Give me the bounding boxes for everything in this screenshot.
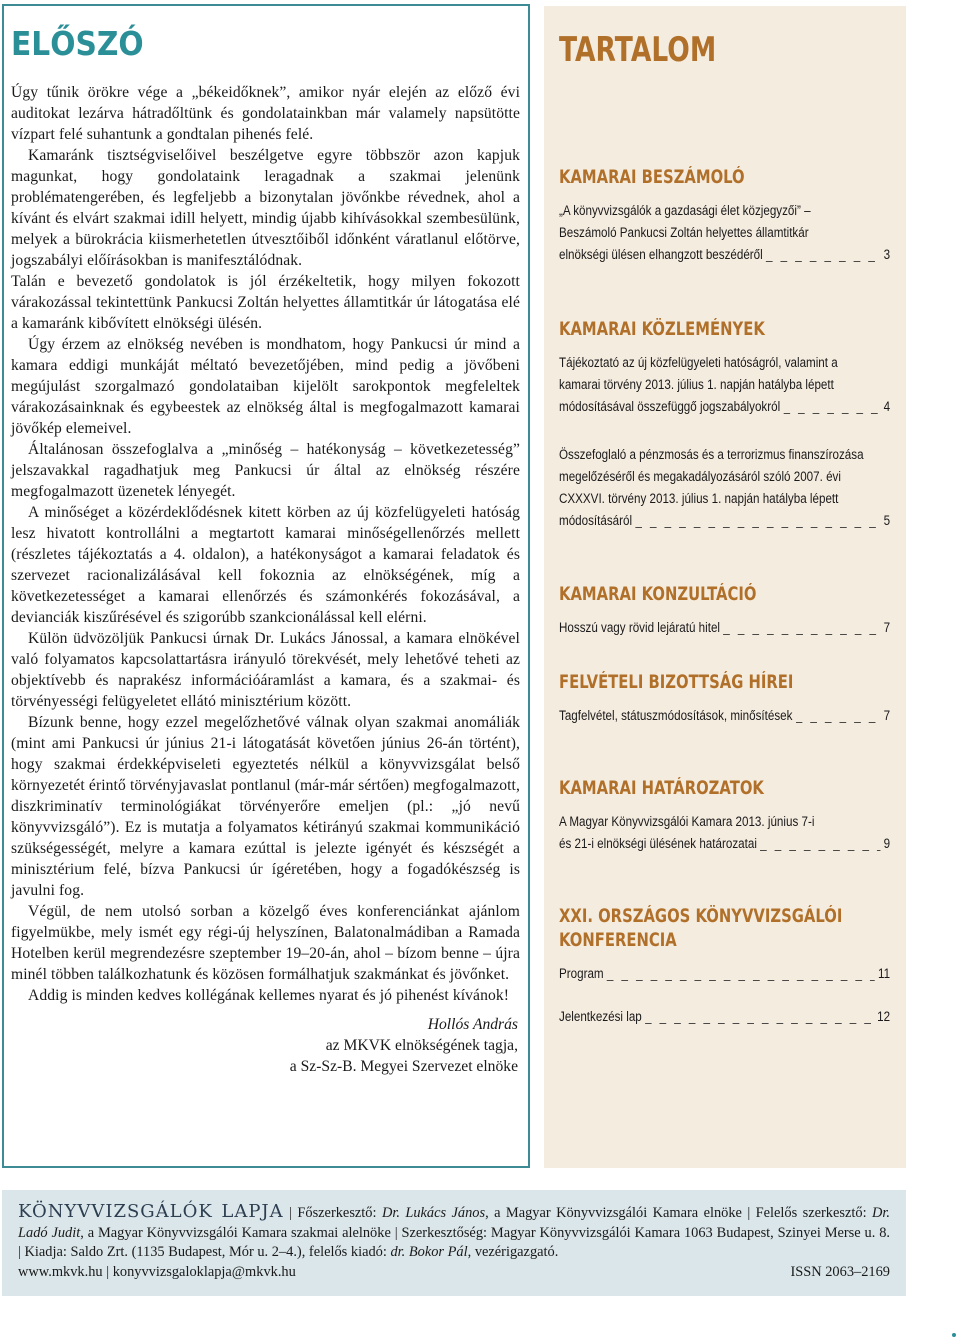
toc-entry[interactable] [559,963,890,985]
toc-page-number: 3 [883,247,891,263]
signature [11,1014,520,1077]
toc-leader [645,1006,874,1028]
preface-paragraph: Úgy érzem az elnökség nevében is mondhatom, hogy Pankucsi úr mind a kamara eddigi munkáját méltató bevezetőjében, mind pedig a jövőbeni megújulást szorgalmazó gondolataiban kijelölt sarokpontok megfeleltek várakozásainknak és egybeestek az elnökség által is megfogalmazott kamarai jövőkép elemeivel. [11,336,520,437]
preface-paragraph: Kamaránk tisztségviselőivel beszélgetve egyre többször azon kapjuk magunkat, hogy gondolataink leragadnak a szakmai jelenünk problématengerében, és legfeljebb a bizonytalan jövőnkbe révednek, ahol a kívánt és elvárt szakmai idill helyett, mindig újabb kihívásokkal szembesülünk, melyek a bürokrácia kiismerhetetlen útvesztőiből időnként váratlanul előtörve, jogszabályi előírásokban is manifesztálódnak. [11,147,520,269]
toc-section-title: FELVÉTELI BIZOTTSÁG HÍREI [559,672,794,693]
toc-page-number: 5 [883,513,891,529]
toc-page-number: 4 [883,399,891,415]
toc-leader [796,705,881,727]
toc-section-title: KAMARAI HATÁROZATOK [559,778,764,799]
resp-editor-name: Dr. Ladó Judit [18,1205,890,1241]
toc-section [559,583,890,639]
toc-entry-text: CXXXVI. törvény 2013. július 1. napján hatályba lépett [559,491,839,507]
corner-dot [952,1333,956,1337]
publisher-name: dr. Bokor Pál [390,1244,468,1261]
toc-entry[interactable] [559,444,890,532]
toc-entry-text: Jelentkezési lap [559,1009,642,1025]
signature-name: Hollós András [427,1016,518,1033]
toc-section-title: KAMARAI BESZÁMOLÓ [559,167,745,188]
toc-entry-text: Program [559,966,604,982]
preface-paragraph: Általánosan összefoglalva a „minőség – hatékonyság – következetesség” jelszavakkal ragadhatjuk meg Pankucsi úr által az elnökség részére megfogalmazott üzenetek lényegét. [11,441,520,500]
toc-entry-text: Tagfelvétel, státuszmódosítások, minősítések [559,708,793,724]
preface-title: ELŐSZÓ [11,24,144,63]
issn: ISSN 2063–2169 [790,1263,890,1280]
editorial-office: Szerkesztőség: Magyar Könyvvizsgálói Kamara 1063 Budapest, Szinyei Merse u. 8. [401,1224,891,1241]
toc-section [559,777,890,855]
preface-paragraph: Bízunk benne, hogy ezzel megelőzhetővé válnak olyan szakmai anomáliák (mint ami Pankucsi úr június 21-i látogatását követően június 26-án történt), hogy szakmai érdekképviseleti egyeztetés nélkül a könyvvizsgálat belső környezetét érintő törvényjavaslat pontlanul (már-már sértően) megfogalmazott, diszkriminatív terminológiákat törvényerőre emeljen (pl.: „jó nevű könyvvizsgáló”). Ez is mutatja a folyamatos kétirányú szakmai kommunikáció szükségességét, melyre a kamara ezúttal is jelezte igényét és készségét a minisztérium felé, bízva Pankucsi úr ígéretében, hogy a fogadókészség is javulni fog. [11,714,520,899]
toc-section-title: XXI. ORSZÁGOS KÖNYVVIZSGÁLÓI KONFERENCIA [559,906,843,951]
toc-entry-text: A Magyar Könyvvizsgálói Kamara 2013. június 7-i [559,814,815,830]
toc-page-number: 9 [883,836,891,852]
toc-section-title: KAMARAI KONZULTÁCIÓ [559,584,757,605]
toc-entry-text: módosításával összefüggő jogszabályokról [559,399,781,415]
toc-entry-text: Tájékoztató az új közfelügyeleti hatóságról, valamint a [559,355,838,371]
website-link[interactable]: www.mkvk.hu [18,1263,103,1280]
toc-section [559,671,890,727]
toc-page-number: 11 [878,966,891,982]
toc-entry[interactable] [559,617,890,639]
toc-leader [766,244,880,266]
preface-paragraph: Végül, de nem utolsó sorban a közelgő éves konferenciánkat ajánlom figyelmükbe, mely ismét egy régi-új helyszínen, Balatonalmádiban a Ramada Hotelben kerül megrendezésre szeptember 19–20-án, ahol – bízom benne – újra minél többen találkozhatunk és közösen formálhatjuk szakmánkat és jövőnket. [11,903,520,983]
toc-entry-text: Beszámoló Pankucsi Zoltán helyettes államtitkár [559,225,809,241]
toc-section [559,166,890,266]
toc-entry[interactable] [559,200,890,266]
publisher-role: , vezérigazgató. [467,1244,559,1261]
preface-box [2,4,530,1168]
toc-leader [723,617,880,639]
toc-page-number: 7 [883,620,891,636]
preface-body [11,82,520,1006]
toc-entry-text: és 21-i elnökségi ülésének határozatai [559,836,757,852]
editor-name: Dr. Lukács János [381,1205,486,1221]
toc-entry-text: kamarai törvény 2013. július 1. napján hatályba lépett [559,377,834,393]
resp-editor-role: , a Magyar Könyvvizsgálói Kamara szakmai alelnöke [80,1224,391,1241]
toc-entry-text: megelőzéséről és megakadályozásáról szóló 2007. évi [559,469,841,485]
toc-entry[interactable] [559,705,890,727]
toc-section [559,905,890,1028]
toc-title: TARTALOM [559,30,717,70]
resp-editor-label: Felelős szerkesztő: [755,1205,867,1221]
toc-entry-text: elnökségi ülésen elhangzott beszédéről [559,247,763,263]
toc-page-number: 7 [883,708,891,724]
preface-paragraph: Külön üdvözöljük Pankucsi úrnak Dr. Lukács Jánossal, a kamara elnökével való folyamatos kapcsolattartásra irányuló törekvését, mely lehetővé teheti az objektívebb és naprakész információáramlást a kamara, és a szakmai- és törvényességi felügyeletet ellátó minisztérium között. [11,630,520,710]
email-link[interactable]: konyvvizsgaloklapja@mkvk.hu [112,1263,296,1280]
toc-entry[interactable] [559,352,890,418]
preface-paragraph: Talán e bevezető gondolatok is jól érzékeltetik, hogy milyen fokozott várakozással tekintettünk Pankucsi Zoltán helyettes államtitkár úr látogatása elé a kamaránk kibővített elnökségi ülésén. [11,273,520,332]
editor-label: Főszerkesztő: [297,1205,377,1221]
toc-entry-text: módosításáról [559,513,633,529]
toc-entry[interactable] [559,811,890,855]
preface-paragraph: A minőséget a közérdeklődésnek kitett körben az új közfelügyeleti hatóság lesz hivatott kontrollálni a megtartott kamarai minőségellenőrzés mellett (részletes tájékoztatás a 4. oldalon), a hatékonyságot a kamarai feladatok és szervezet racionalizálásával kell fokoznia az elnökségének, míg a következetességet a kamarai ellenőrzés és számonkérés fokozásával, a devianciák kiszűrésével és szigorúbb szankcionálással kell elérni. [11,504,520,626]
toc-entry-text: „A könyvvizsgálók a gazdasági élet közjegyzői” – [559,203,811,219]
preface-paragraph: Addig is minden kedves kollégának kellemes nyarat és jó pihenést kívánok! [28,987,510,1004]
toc-leader [607,963,875,985]
toc-entry[interactable] [559,1006,890,1028]
signature-org: a Sz-Sz-B. Megyei Szervezet elnöke [289,1058,518,1075]
editor-role: , a Magyar Könyvvizsgálói Kamara elnöke [485,1205,742,1221]
toc-entry-text: Összefoglaló a pénzmosás és a terrorizmus finanszírozása [559,447,864,463]
toc-leader [635,510,880,532]
toc-page-number: 12 [877,1009,891,1025]
magazine-brand: KÖNYVVIZSGÁLÓK LAPJA [18,1201,284,1222]
toc-section-title: KAMARAI KÖZLEMÉNYEK [559,319,765,340]
imprint-contact-row: www.mkvk.hu | konyvvizsgaloklapja@mkvk.hu ISSN 2063–2169 [18,1263,890,1283]
preface-paragraph: Úgy tűnik örökre vége a „békeidőknek”, amikor nyár elején az előző évi auditokat lezárva hátradőltünk és gondolatainkban már valamely napsütötte vízpart felé suhantunk a gondtalan pihenés felé. [11,84,520,143]
toc-leader [783,396,880,418]
toc-leader [760,833,880,855]
toc-section [559,318,890,532]
publisher: Kiadja: Saldo Zrt. (1135 Budapest, Mór u. 2–4.), felelős kiadó: [24,1244,387,1261]
toc-sections [559,166,890,1028]
imprint: KÖNYVVIZSGÁLÓK LAPJA | Főszerkesztő: Dr. Lukács János, a Magyar Könyvvizsgálói Kamara elnöke | Felelős szerkesztő: Dr. Ladó Judit, a Magyar Könyvvizsgálói Kamara szakmai alelnöke | Szerkesztőség: Magyar Könyvvizsgálói Kamara 1063 Budapest, Szinyei Merse u. 8. | Kiadja: Saldo Zrt. (1135 Budapest, Mór u. 2–4.), felelős kiadó: dr. Bokor Pál, vezérigazgató. www.mkvk.hu | konyvvizsgaloklapja@mkvk.hu ISSN 2063–2169 [2,1190,906,1296]
table-of-contents [544,6,906,1168]
toc-entry-text: Hosszú vagy rövid lejáratú hitel [559,620,721,636]
signature-role: az MKVK elnökségének tagja, [325,1037,518,1054]
